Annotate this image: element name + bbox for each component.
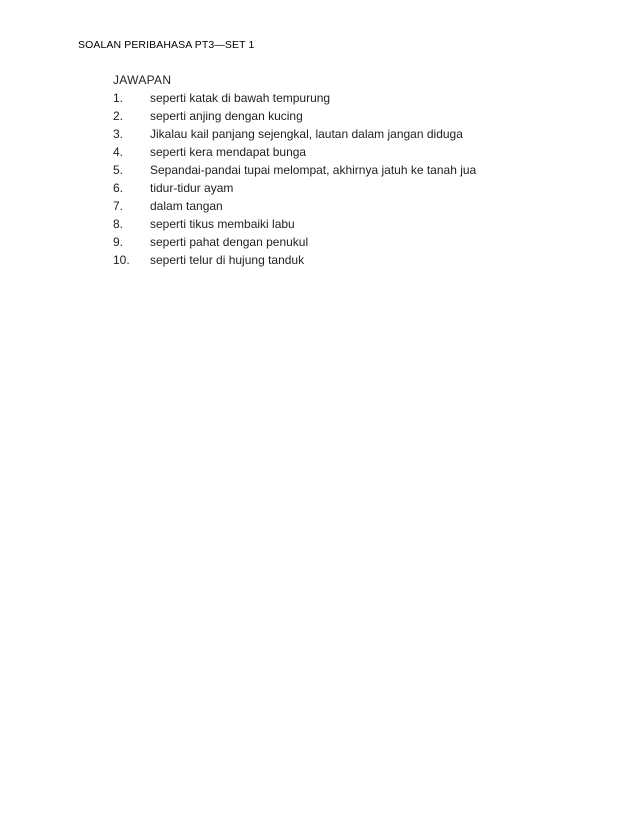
- item-text: seperti tikus membaiki labu: [150, 217, 295, 231]
- page-header: SOALAN PERIBAHASA PT3—SET 1: [78, 39, 255, 51]
- item-number: 2.: [113, 109, 124, 123]
- list-item: [113, 107, 476, 125]
- list-item: [113, 143, 476, 161]
- item-text: seperti katak di bawah tempurung: [150, 91, 331, 105]
- item-number: 9.: [113, 235, 124, 249]
- item-text: tidur-tidur ayam: [150, 181, 234, 195]
- list-item: [113, 251, 476, 269]
- item-text: Sepandai-pandai tupai melompat, akhirnya jatuh ke tanah jua: [150, 163, 477, 177]
- item-number: 1.: [113, 91, 124, 105]
- answer-list: [113, 89, 476, 269]
- list-item: [113, 197, 476, 215]
- list-item: [113, 233, 476, 251]
- item-number: 7.: [113, 199, 124, 213]
- item-text: dalam tangan: [150, 199, 223, 213]
- item-number: 6.: [113, 181, 124, 195]
- item-text: Jikalau kail panjang sejengkal, lautan dalam jangan diduga: [150, 127, 463, 141]
- item-number: 3.: [113, 127, 124, 141]
- item-text: seperti telur di hujung tanduk: [150, 253, 305, 267]
- answer-section: [113, 71, 476, 269]
- list-item: [113, 161, 476, 179]
- item-number: 10.: [113, 253, 130, 267]
- item-number: 5.: [113, 163, 124, 177]
- item-text: seperti kera mendapat bunga: [150, 145, 307, 159]
- item-number: 8.: [113, 217, 124, 231]
- answer-heading: JAWAPAN: [113, 73, 172, 87]
- item-text: seperti anjing dengan kucing: [150, 109, 303, 123]
- item-text: seperti pahat dengan penukul: [150, 235, 309, 249]
- list-item: [113, 89, 476, 107]
- list-item: [113, 125, 476, 143]
- list-item: [113, 179, 476, 197]
- item-number: 4.: [113, 145, 124, 159]
- list-item: [113, 215, 476, 233]
